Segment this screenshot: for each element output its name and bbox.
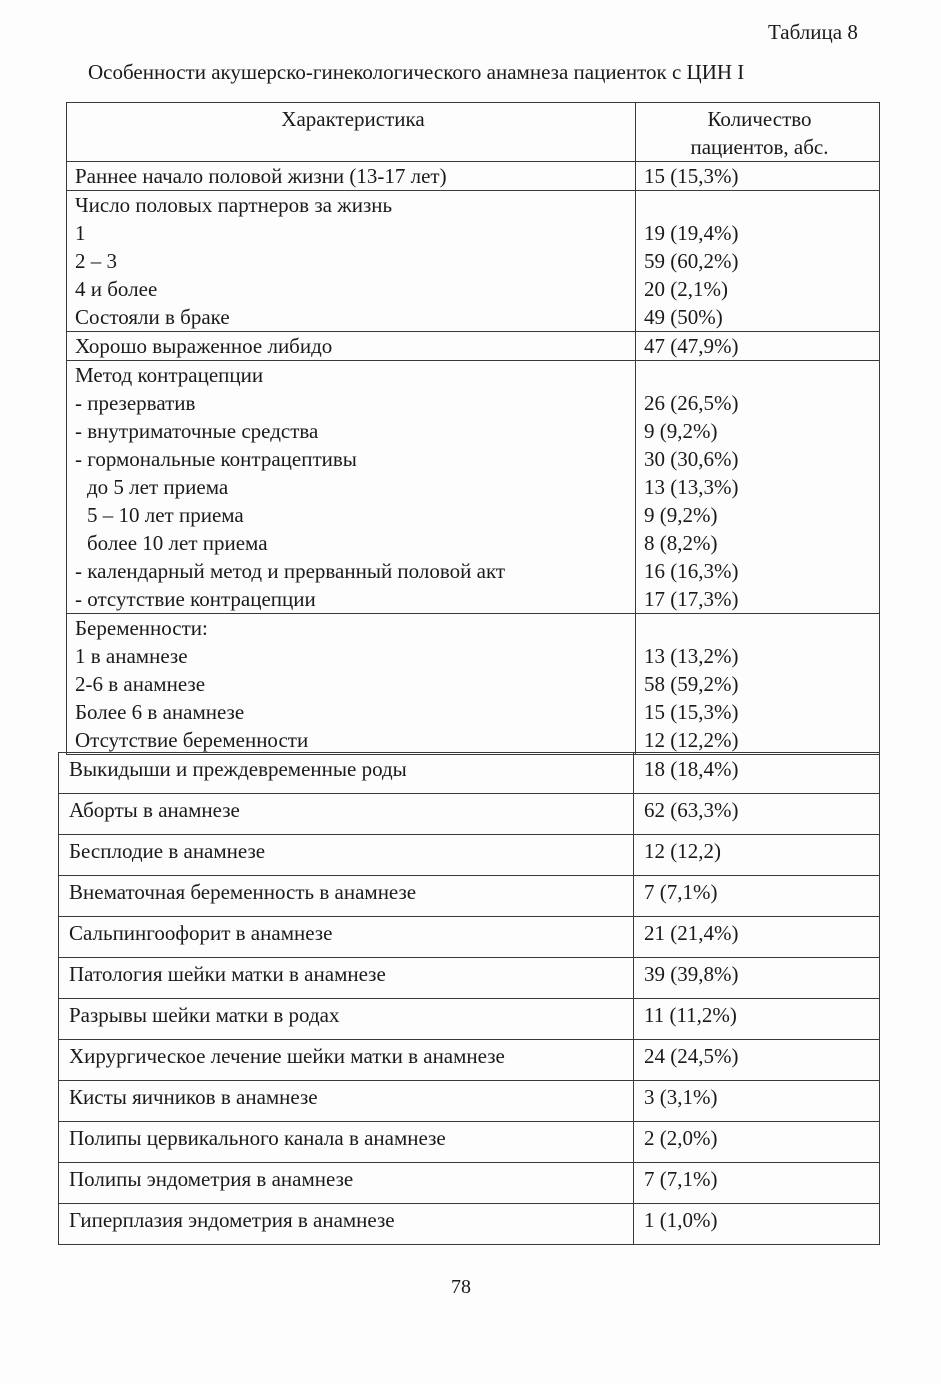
count-cell bbox=[636, 191, 880, 332]
table-row bbox=[59, 917, 880, 958]
characteristic-cell: Хирургическое лечение шейки матки в анамнезе bbox=[59, 1040, 634, 1081]
table-header-row bbox=[67, 103, 880, 162]
characteristic-cell: Выкидыши и преждевременные роды bbox=[59, 753, 634, 794]
table-row bbox=[59, 1081, 880, 1122]
count-cell bbox=[636, 614, 880, 755]
characteristic-line: - календарный метод и прерванный половой акт bbox=[75, 559, 506, 583]
count-line: 30 (30,6%) bbox=[644, 447, 739, 471]
count-cell: 2 (2,0%) bbox=[634, 1122, 880, 1163]
characteristic-line: Хорошо выраженное либидо bbox=[75, 334, 333, 358]
table-row bbox=[59, 1122, 880, 1163]
table-title: Особенности акушерско-гинекологического анамнеза пациенток с ЦИН I bbox=[88, 60, 745, 84]
table-row bbox=[67, 191, 880, 332]
table-row bbox=[67, 614, 880, 755]
characteristic-cell bbox=[67, 191, 636, 332]
table-row bbox=[59, 1204, 880, 1245]
count-cell bbox=[636, 162, 880, 191]
count-line: 17 (17,3%) bbox=[644, 587, 739, 611]
count-line: 15 (15,3%) bbox=[644, 700, 739, 724]
characteristic-line: более 10 лет приема bbox=[87, 531, 268, 555]
characteristic-line: Метод контрацепции bbox=[75, 363, 264, 387]
characteristic-cell: Полипы эндометрия в анамнезе bbox=[59, 1163, 634, 1204]
count-cell: 12 (12,2) bbox=[634, 835, 880, 876]
characteristic-line: 5 – 10 лет приема bbox=[87, 503, 244, 527]
count-line: 8 (8,2%) bbox=[644, 531, 718, 555]
count-cell: 7 (7,1%) bbox=[634, 1163, 880, 1204]
header-count-line1: Количество bbox=[707, 107, 812, 131]
count-line: 58 (59,2%) bbox=[644, 672, 739, 696]
characteristic-line: Состояли в браке bbox=[75, 305, 230, 329]
count-line: 9 (9,2%) bbox=[644, 503, 718, 527]
header-characteristic: Характеристика bbox=[67, 103, 636, 162]
anamnesis-table-lower bbox=[58, 752, 880, 1245]
count-cell: 18 (18,4%) bbox=[634, 753, 880, 794]
characteristic-line: Число половых партнеров за жизнь bbox=[75, 193, 393, 217]
characteristic-line: 1 в анамнезе bbox=[75, 644, 188, 668]
count-line: 13 (13,3%) bbox=[644, 475, 739, 499]
count-cell bbox=[636, 332, 880, 361]
table-row bbox=[67, 361, 880, 614]
count-cell: 62 (63,3%) bbox=[634, 794, 880, 835]
anamnesis-table bbox=[66, 102, 880, 755]
characteristic-cell bbox=[67, 614, 636, 755]
count-line bbox=[644, 614, 875, 642]
table-row bbox=[59, 794, 880, 835]
count-line: 49 (50%) bbox=[644, 305, 723, 329]
count-line: 16 (16,3%) bbox=[644, 559, 739, 583]
count-line: 59 (60,2%) bbox=[644, 249, 739, 273]
characteristic-cell: Внематочная беременность в анамнезе bbox=[59, 876, 634, 917]
characteristic-cell bbox=[67, 332, 636, 361]
table-row bbox=[59, 876, 880, 917]
table-row bbox=[67, 162, 880, 191]
count-cell: 39 (39,8%) bbox=[634, 958, 880, 999]
count-line bbox=[644, 191, 875, 219]
characteristic-cell: Гиперплазия эндометрия в анамнезе bbox=[59, 1204, 634, 1245]
count-cell: 21 (21,4%) bbox=[634, 917, 880, 958]
characteristic-line: до 5 лет приема bbox=[87, 475, 229, 499]
characteristic-cell: Аборты в анамнезе bbox=[59, 794, 634, 835]
table-row bbox=[59, 958, 880, 999]
table-row bbox=[59, 999, 880, 1040]
count-cell: 3 (3,1%) bbox=[634, 1081, 880, 1122]
table-label: Таблица 8 bbox=[768, 20, 858, 44]
count-cell: 7 (7,1%) bbox=[634, 876, 880, 917]
characteristic-line: Беременности: bbox=[75, 616, 208, 640]
characteristic-line: 2 – 3 bbox=[75, 249, 117, 273]
characteristic-cell: Сальпингоофорит в анамнезе bbox=[59, 917, 634, 958]
count-cell: 1 (1,0%) bbox=[634, 1204, 880, 1245]
table-row bbox=[59, 835, 880, 876]
count-line: 19 (19,4%) bbox=[644, 221, 739, 245]
count-cell: 24 (24,5%) bbox=[634, 1040, 880, 1081]
table-row bbox=[59, 1040, 880, 1081]
count-cell bbox=[636, 361, 880, 614]
characteristic-line: Отсутствие беременности bbox=[75, 728, 309, 752]
count-line bbox=[644, 361, 875, 389]
characteristic-line: - отсутствие контрацепции bbox=[75, 587, 316, 611]
characteristic-cell: Разрывы шейки матки в родах bbox=[59, 999, 634, 1040]
characteristic-cell: Бесплодие в анамнезе bbox=[59, 835, 634, 876]
header-count-line2: пациентов, абс. bbox=[690, 135, 829, 159]
characteristic-line: 4 и более bbox=[75, 277, 158, 301]
count-line: 12 (12,2%) bbox=[644, 728, 739, 752]
table-row bbox=[59, 753, 880, 794]
table-row bbox=[67, 332, 880, 361]
count-cell: 11 (11,2%) bbox=[634, 999, 880, 1040]
table-row bbox=[59, 1163, 880, 1204]
count-line: 26 (26,5%) bbox=[644, 391, 739, 415]
count-line: 15 (15,3%) bbox=[644, 164, 739, 188]
characteristic-line: 2-6 в анамнезе bbox=[75, 672, 206, 696]
characteristic-line: Раннее начало половой жизни (13-17 лет) bbox=[75, 164, 447, 188]
count-line: 47 (47,9%) bbox=[644, 334, 739, 358]
characteristic-cell bbox=[67, 162, 636, 191]
characteristic-cell: Полипы цервикального канала в анамнезе bbox=[59, 1122, 634, 1163]
characteristic-line: Более 6 в анамнезе bbox=[75, 700, 245, 724]
count-line: 13 (13,2%) bbox=[644, 644, 739, 668]
characteristic-line: 1 bbox=[75, 221, 86, 245]
header-count bbox=[636, 103, 880, 162]
characteristic-line: - презерватив bbox=[75, 391, 196, 415]
count-line: 20 (2,1%) bbox=[644, 277, 728, 301]
page-number: 78 bbox=[451, 1276, 471, 1298]
characteristic-cell: Патология шейки матки в анамнезе bbox=[59, 958, 634, 999]
characteristic-cell bbox=[67, 361, 636, 614]
characteristic-line: - внутриматочные средства bbox=[75, 419, 319, 443]
characteristic-line: - гормональные контрацептивы bbox=[75, 447, 357, 471]
count-line: 9 (9,2%) bbox=[644, 419, 718, 443]
characteristic-cell: Кисты яичников в анамнезе bbox=[59, 1081, 634, 1122]
